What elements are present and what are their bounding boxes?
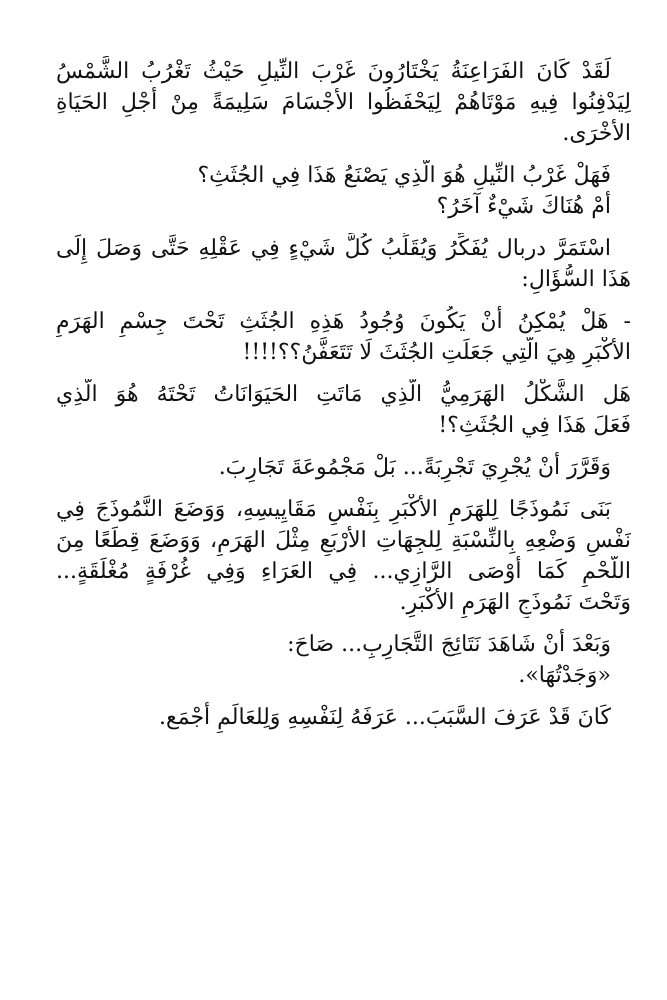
paragraph-experiment-decision xyxy=(56,452,631,483)
text-line: الأُخْرَى. xyxy=(562,121,631,146)
text-line: اللَّحْمِ كَمَا أَوْصَى الرَّازِي... فِي العَرَاءِ وَفِي غُرْفَةٍ مُغْلَقَةٍ... xyxy=(56,559,631,584)
text-line: الأَكْبَرِ هِيَ الَّتِي جَعَلَتِ الجُثَثَ لَا تَتَعَفَّنُ؟؟!!!! xyxy=(242,340,631,365)
paragraph-pyramid-shape xyxy=(56,379,631,441)
text-line: فَهَلْ غَرْبُ النِّيلِ هُوَ الَّذِي يَصْنَعُ هَذَا فِي الجُثَثِ؟ xyxy=(197,163,611,188)
text-line: - هَلْ يُمْكِنُ أَنْ يَكُونَ وُجُودُ هَذِهِ الجُثَثِ تَحْتَ جِسْمِ الهَرَمِ xyxy=(56,309,631,334)
paragraph-question-west-nile xyxy=(56,160,631,222)
text-line: هَل الشَّكْلُ الهَرَمِيُّ الَّذِي مَاتَتِ الحَيَوَانَاتُ تَحْتَهُ هُوَ الَّذِي xyxy=(56,382,631,407)
text-line: نَفْسِ وَضْعِهِ بِالنِّسْبَةِ لِلجِهَاتِ الأَرْبَعِ مِثْلَ الهَرَمِ، وَوَضَعَ قِطَعًا مِنَ xyxy=(56,528,631,553)
paragraph-dirbal-thinking xyxy=(56,233,631,295)
text-line: «وَجَدْتُهَا». xyxy=(518,663,611,688)
text-line: أَمْ هُنَاكَ شَيْءٌ آخَرُ؟ xyxy=(436,194,611,219)
text-line: وَتَحْتَ نَمُوذَجِ الهَرَمِ الأَكْبَرِ. xyxy=(399,590,631,615)
book-page xyxy=(56,56,631,744)
text-line: هَذَا السُّؤَالِ: xyxy=(521,267,631,292)
paragraph-results xyxy=(56,629,631,691)
paragraph-pharaohs xyxy=(56,56,631,149)
text-line: اسْتَمَرَّ دربال يُفَكِّرُ وَيُقَلِّبُ كُلَّ شَيْءٍ فِي عَقْلِهِ حَتَّى وَصَلَ إِلَى xyxy=(56,236,611,261)
text-line: فَعَلَ هَذَا فِي الجُثَثِ؟! xyxy=(438,413,631,438)
text-line: وَقَرَّرَ أَنْ يُجْرِيَ تَجْرِبَةً... بَلْ مَجْمُوعَةَ تَجَارِبَ. xyxy=(218,455,611,480)
text-line: لَقَدْ كَانَ الفَرَاعِنَةُ يَخْتَارُونَ غَرْبَ النِّيلِ حَيْثُ تَغْرُبُ الشَّمْسُ xyxy=(56,59,611,84)
text-line: بَنَى نَمُوذَجًا لِلهَرَمِ الأَكْبَرِ بِنَفْسِ مَقَايِيسِهِ، وَوَضَعَ النَّمُوذَجَ فِي xyxy=(56,497,611,522)
paragraph-question-corpses xyxy=(56,306,631,368)
paragraph-pyramid-model xyxy=(56,494,631,618)
text-line: كَانَ قَدْ عَرَفَ السَّبَبَ... عَرَفَهُ لِنَفْسِهِ وَلِلعَالَمِ أَجْمَع. xyxy=(159,705,611,730)
paragraph-conclusion xyxy=(56,702,631,733)
text-line: لِيَدْفِنُوا فِيهِ مَوْتَاهُمْ لِيَحْفَظُوا الأَجْسَامَ سَلِيمَةً مِنْ أَجْلِ الحَيَاةِ xyxy=(56,90,631,115)
text-line: وَبَعْدَ أَنْ شَاهَدَ نَتَائِجَ التَّجَارِبِ... صَاحَ: xyxy=(287,632,611,657)
